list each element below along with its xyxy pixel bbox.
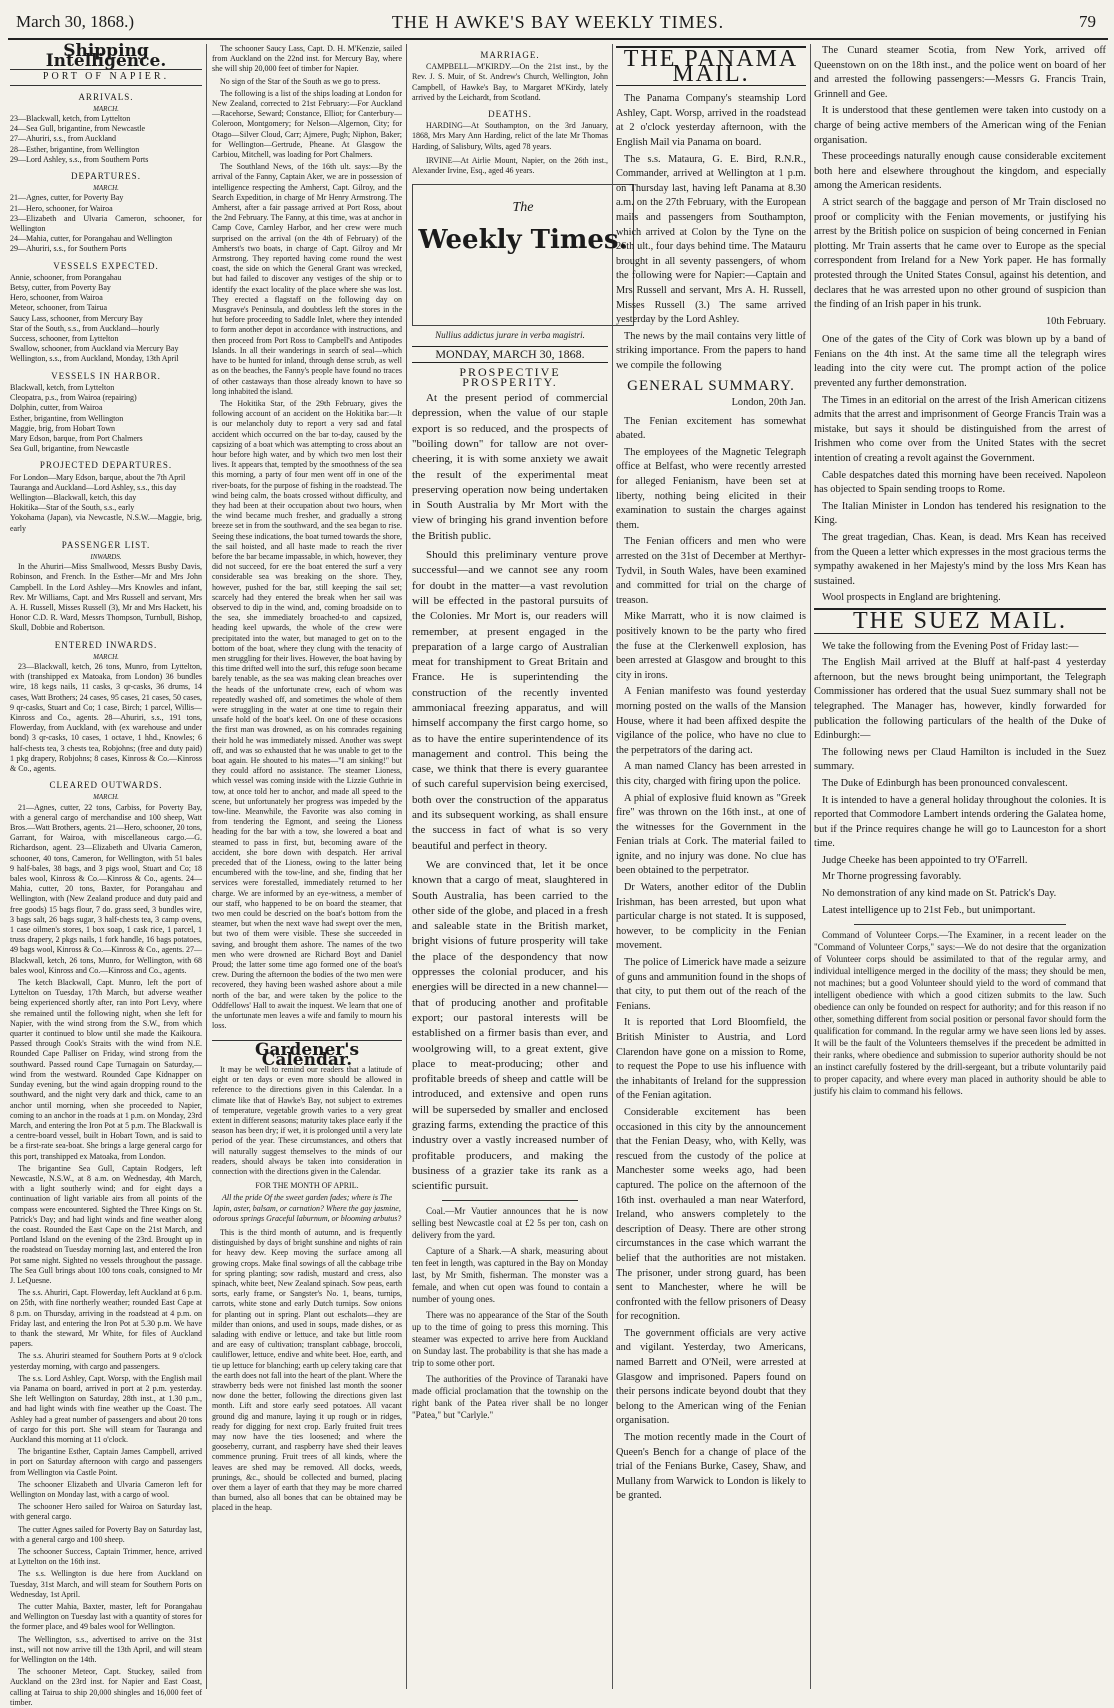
issue-date: MONDAY, MARCH 30, 1868. <box>412 346 608 362</box>
panama-paragraph: The s.s. Mataura, G. E. Bird, R.N.R., Commander, arrived at Wellington at 1 p.m. on Thursday last, having left Panama at 8.30 a.m. on the 27th February, with the European mails and passengers from Southampton, which arrived at Colon by the Tyne on the 26th ult., four days behind time. The Matauru brought in all seventy passengers, of whom the following were for Napier:—Captain and Mrs Russell and servant, Mrs A. H. Russell, Misses Russell (3.) The same arrived yesterday by the Lord Ashley. <box>616 153 806 326</box>
panama-mail-heading: THE PANAMA MAIL. <box>616 46 806 86</box>
departure-entry: 29—Ahuriri, s.s., for Southern Ports <box>10 244 127 254</box>
expected-entry: Swallow, schooner, from Auckland via Mercury Bay <box>10 344 179 354</box>
header-page-number: 79 <box>1079 12 1096 31</box>
editorial-paragraph: We are convinced that, let it be once known that a cargo of meat, slaughtered in South Australia, has been carried to the other side of the globe, and placed in a fresh and saleable state in the British market, bright visions of future prosperity will take the place of the despondency that now oppresses the colonial producer, and his energies will be directed in a new channel—that of producing another and profitable export; our pastoral interests will be established on a firmer basis than ever, and woolgrowing will, to a great extent, give place to meat-producing; other and profitable breeds of sheep and cattle will be introduced, and extensive and open runs will be superseded by smaller and enclosed grazing farms, extending the practice of this industry over a vastly increased number of profitable producers, and making the business of a grazier take its rank as a scientific pursuit. <box>412 858 608 1193</box>
shipping-paragraph: The cutter Agnes sailed for Poverty Bay on Saturday last, with a general cargo and 100 sheep. <box>10 1524 202 1544</box>
shipping-paragraph: The schooner Elizabeth and Ulvaria Cameron left for Wellington on Monday last, with a cargo of wool. <box>10 1479 202 1500</box>
expected-heading: VESSELS EXPECTED. <box>53 260 159 271</box>
header-title: THE H AWKE'S BAY WEEKLY TIMES. <box>391 12 725 32</box>
local-paragraph: The authorities of the Province of Taranaki have made official proclamation that the township on the right bank of the Patea river shall be no longer "Patea," but "Carlyle." <box>412 1374 608 1421</box>
suez-paragraph: Judge Cheeke has been appointed to try O'Farrell. <box>822 854 1028 866</box>
suez-paragraph: No demonstration of any kind made on St. Patrick's Day. <box>822 888 1057 900</box>
suez-paragraph: Latest intelligence up to 21st Feb., but unimportant. <box>822 904 1036 916</box>
general-summary-heading: GENERAL SUMMARY. <box>627 378 795 395</box>
summary-paragraph: A phial of explosive fluid known as "Greek fire" was thrown on the 16th inst., at one of the witnesses for the Government in the Fenian trials at Cork. The material failed to ignite, and no injury was done. No clue has been obtained to the perpetrator. <box>616 792 806 877</box>
shipping-paragraph: The s.s. Ahuriri steamed for Southern Ports at 9 o'clock yesterday morning, with cargo and passengers. <box>10 1351 202 1371</box>
port-heading: PORT OF NAPIER. <box>10 69 202 85</box>
column-editorial <box>412 44 628 1692</box>
divider <box>854 924 1066 925</box>
marriage-heading: MARRIAGE. <box>480 50 540 60</box>
expected-entry: Hero, schooner, from Wairoa <box>10 293 103 303</box>
summary-paragraph: Cable despatches dated this morning have been received. Napoleon has objected to Spain sending troops to Rome. <box>814 469 1106 496</box>
summary-paragraph: It is reported that Lord Bloomfield, the British Minister to Austria, and Lord Clarendon have gone on a mission to Rome, to request the Pope to use his influence with the inhabitants of Ireland for the suppression of the Fenian agitation. <box>616 1017 806 1102</box>
passenger-heading: PASSENGER LIST. <box>61 539 151 550</box>
panama-paragraph: The Panama Company's steamship Lord Ashley, Capt. Worsp, arrived in the roadstead at 2 o'clock yesterday afternoon, with the English Mail via Panama on board. <box>616 93 806 148</box>
arrival-entry: 27—Ahuriri, s.s., from Auckland <box>10 134 116 144</box>
death-notice: HARDING—At Southampton, on the 3rd January, 1868, Mrs Mary Ann Harding, relict of the late Mr Thomas Harding, of Salisbury, Wilts, aged 78 years. <box>412 121 608 151</box>
projected-entry: Yokohama (Japan), via Newcastle, N.S.W.—Maggie, brig, early <box>10 513 202 533</box>
news-paragraph: The following is a list of the ships loading at London for New Zealand, corrected to 21st February:—For Auckland—Racehorse, Seward; Constance, Elliot; for Canterbury—Coleroon, Montgomery; for Nelson—Algernon, City; for Otago—Silver Cloud, Carr; Ajmere, Pugh; Niphon, Baker; for Wellington—Gertrude, Pheane. At Glasgow the Carbiou, Mitchell, was loading for Port Chalmers. <box>212 88 402 160</box>
departure-entry: 21—Agnes, cutter, for Poverty Bay <box>10 193 124 203</box>
harbor-entry: Esther, brigantine, from Wellington <box>10 413 124 423</box>
projected-entry: Hokitika—Star of the South, s.s., early <box>10 503 135 513</box>
harbor-entry: Maggie, brig, from Hobart Town <box>10 423 116 433</box>
calendar-month-heading: FOR THE MONTH OF APRIL. <box>255 1181 359 1191</box>
arrival-entry: 29—Lord Ashley, s.s., from Southern Ports <box>10 154 149 164</box>
column-divider <box>206 44 207 1689</box>
arrivals-heading: ARRIVALS. <box>78 91 134 102</box>
summary-paragraph: The motion recently made in the Court of Queen's Bench for a change of place of the trial of the Fenians Burke, Casey, Shaw, and Mullany from Warwick to London is likely to be granted. <box>616 1432 806 1502</box>
shipping-paragraph: The s.s. Wellington is due here from Auckland on Tuesday, 31st March, and will steam for Southern Ports on Wednesday, 1st April. <box>10 1569 202 1599</box>
suez-mail-heading: THE SUEZ MAIL. <box>814 608 1106 634</box>
arrival-entry: 28—Esther, brigantine, from Wellington <box>10 144 140 154</box>
projected-heading: PROJECTED DEPARTURES. <box>39 460 173 471</box>
calendar-paragraph: This is the third month of autumn, and is frequently distinguished by days of bright sunshine and nights of rain for heavy dew. Keep moving the surface among all growing crops. Make final sowings of all the cabbage tribe for spring planting; sow radish, mustard and cress, also spinach, white beet, New Zealand spinach. Sow peas, earth sorts, early frame, or Sangster's No. 1, beans, turnips, carrots, white stone and early Dutch turnips. Sow onions for planting out in spring. Plant out eschalots—they are milder than onions, and used in soups, made dishes, or as salading with endive or lettuce, and take but little room and are easy of cultivation; transplant cabbage, broccoli, cauliflower, lettuce, endive and white beet. Hoe, earth, and tie up lettuce for blanching; earth up celery taking care that the earth does not fall into the heart of the plant. Where the strawberry beds were not finished last month the sooner now done the better, following the directions given last month. Lift and store early seed potatoes. All vacant ground dig and manure, laying it up rough or in ridges, ready for digging for next crop. Early fruited fruit trees may now have the ties loosened; and where the gooseberry, currant, and raspberry have shed their leaves commence pruning. Fruit trees of all kinds, where the leaves are shed may be removed. All docks, weeds, prunings, &c., should be collected and burned, placing over them a layer of earth that they may be more charred than burned, also all bones that can be obtained may be placed in the heap. <box>212 1227 402 1513</box>
panama-paragraph: The news by the mail contains very little of striking importance. From the papers to hand we compile the following <box>616 330 806 371</box>
projected-entry: For London—Mary Edson, barque, about the 7th April <box>10 472 186 482</box>
header-date: March 30, 1868.) <box>16 12 135 31</box>
month-label: MARCH. <box>93 652 119 661</box>
arrival-entry: 23—Blackwall, ketch, from Lyttelton <box>10 114 131 124</box>
expected-entry: Success, schooner, from Lyttelton <box>10 334 119 344</box>
editorial-heading: PROSPECTIVE PROSPERITY. <box>459 364 561 389</box>
suez-paragraph: Mr Thorne progressing favorably. <box>822 871 962 883</box>
shipping-paragraph: The brigantine Esther, Captain James Campbell, arrived in port on Saturday afternoon with cargo and passengers from Wellington via Castle Point. <box>10 1447 202 1477</box>
cleared-heading: CLEARED OUTWARDS. <box>49 780 163 791</box>
divider <box>442 1200 578 1201</box>
entered-heading: ENTERED INWARDS. <box>54 639 158 650</box>
editorial-body <box>412 391 608 1194</box>
column-news-calendar <box>212 44 402 1692</box>
volunteer-paragraph: Command of Volunteer Corps.—The Examiner, in a recent leader on the "Command of Volunteer Corps," says:—We do not desire that the organization of Volunteer corps should be assimilated to that of the regular army, and individual intelligence merged in the docility of the mass; they should be men, not machines; but a good Volunteer should yield to the word of command that intelligent obedience with which a good citizen submits to the law. Such obedience can only be founded on respect for authority; and for this reason if no other, something different from social position or personal favor should form the qualification for command. In the regular army we have seen lions led by asses. It will be the fault of the Volunteers themselves if the precedent be admitted in their ranks, where obedience and submission to superior authority should be not an instinct carefully fostered by the drill-sergeant, but a tribute voluntarily paid to proper capacity, and where every man placed in authority should be able to justify his claim to command his fellows. <box>814 930 1106 1097</box>
column-shipping <box>10 41 202 1707</box>
summary-dateline: London, 20th Jan. <box>731 397 806 409</box>
local-paragraph: There was no appearance of the Star of the South up to the time of going to press this morning. This steamer was expected to arrive here from Auckland on Sunday last. The probability is that she has made a trip to some other port. <box>412 1310 608 1369</box>
summary-paragraph: The Fenian officers and men who were arrested on the 31st of December at Merthyr-Tydvil, in South Wales, have been examined and committed for trial on the charge of treason. <box>616 536 806 606</box>
column-panama-mail <box>616 44 806 1692</box>
summary-paragraph: Considerable excitement has been occasioned in this city by the announcement that the Fenian Deasy, who, with Kelly, was rescued from the custody of the police at Manchester some weeks ago, had been captured. The police on the afternoon of the 16th inst. overhauled a man near Waterford, Ireland, who answers completely to the description of Deasy. There are other strong circumstances in the case which warrant the belief that the authorities are not mistaken. The prisoner, under strong guard, has been sent to Manchester, where he will be confronted with the fellow prisoners of Deasy for recognition. <box>616 1106 806 1323</box>
expected-entry: Betsy, cutter, from Poverty Bay <box>10 283 111 293</box>
summary-paragraph: Wool prospects in England are brightening. <box>822 592 1001 604</box>
summary-paragraph: Mike Marratt, who it is now claimed is positively known to be the party who fired the fuse at the Clerkenwell explosion, has been arrested at Glasgow and brought to this city in irons. <box>616 611 806 681</box>
shipping-paragraph: The schooner Success, Captain Trimmer, hence, arrived at Lyttelton on the 16th inst. <box>10 1547 202 1567</box>
harbor-entry: Cleopatra, p.s., from Wairoa (repairing) <box>10 393 137 403</box>
shipping-paragraph: The ketch Blackwall, Capt. Munro, left the port of Lyttelton on Tuesday, 17th March, but adverse weather being experienced shortly after, ran into Port Levy, where she remained until the following night, when she left for Napier, with the wind strong from the S.W., from which quarter it continued to blow until she made the Kaikoura. Passed through Cook's Straits with the wind from N.E. Rounded Cape Palliser on Friday, wind strong from the southward. Passed round Cape Turnagain on Saturday,—wind from the westward. Rounded Cape Kidnapper on Sunday evening, but the wind again dropping round to the southward, and the night very dark and thick, came to an anchor until morning, when she proceeded to Napier, coming to an anchor in the roads at 1 p.m. on Monday, 23rd March, and entering the Iron Pot at 5 p.m. The Blackwall is a centre-board vessel, built in Hobart Town, and is said to be a first-rate sea-boat. She brings a large general cargo for this port, transhipped ex Matoaka, from London. <box>10 978 202 1161</box>
summary-paragraph: The great tragedian, Chas. Kean, is dead. Mrs Kean has received from the Queen a letter which expresses in the most gracious terms the sympathy awakened in her Majesty's mind by the loss Mrs Kean has sustained. <box>814 532 1106 587</box>
section-title-gardeners-calendar: Gardener's Calendar. <box>212 1040 402 1065</box>
local-paragraph: Capture of a Shark.—A shark, measuring about ten feet in length, was captured in the Bay on Monday last, by Mr Smith, fisherman. The monster was a female, and when cut open was found to contain a number of young ones. <box>412 1246 608 1305</box>
summary-paragraph: These proceedings naturally enough cause considerable excitement both here and elsewhere throughout the kingdom, and especially among the American residents. <box>814 151 1106 192</box>
suez-paragraph: The following news per Claud Hamilton is included in the Suez summary. <box>814 746 1106 773</box>
shipping-paragraph: The schooner Meteor, Capt. Stuckey, sailed from Auckland on the 23rd inst. for Napier and East Coast, calling at Tairua to ship 20,000 shingles and 16,000 feet of timber. <box>10 1667 202 1707</box>
summary-paragraph: The Cunard steamer Scotia, from New York, arrived off Queenstown on on the 18th inst., and the police went on board of her and arrested the following passengers:—Messrs G. Francis Train, Grinnell and Gee. <box>814 45 1106 100</box>
news-paragraph: The Southland News, of the 16th ult. says:—By the arrival of the Fanny, Captain Aker, we are in possession of intelligence respecting the Amherst, Capt. Gilroy, and the Search Expedition, in charge of Mr Henry Armstrong. The Amherst, after a fair passage arrived at Port Ross, about the 2nd February. The Fanny, at this time, was at anchor in Camp Cove, Carnley Harbor, and her crew were much surprised on the arrival (on the 4th of February) of the Amherst's two boats, in charge of Capt. Gilroy and Mr Armstrong. They reported having come round the west coast, the side on which the General Grant was wrecked, but had failed to discover any vestiges of the ship or to identify the exact locality of the place where she was lost. They erected a flagstaff on the following day on Musgrave's Peninsula, and doubtless left the stores in the hut before proceeding to Saddle Inlet, where they intended to form another depot in accordance with instructions, and then proceed from Port Ross to Campbell's and Antipodes Islands. In all their wanderings in search of seal—which have to be hunted for inland, through dense scrub, as well as on the beaches, the Fanny's people have found no traces of other castaways than those already known to have so long inhabited the island. <box>212 162 402 396</box>
marriage-notice: CAMPBELL—M'KIRDY.—On the 21st inst., by the Rev. J. S. Muir, of St. Andrew's Church, Wellington, John Campbell, of Hawke's Bay, to Margaret M'Kirdy, lately arrived by the Leichardt, from Scotland. <box>412 62 608 102</box>
summary-paragraph: The Italian Minister in London has tendered his resignation to the King. <box>814 500 1106 527</box>
expected-entry: Star of the South, s.s., from Auckland—hourly <box>10 323 160 333</box>
page-header <box>8 4 1108 40</box>
summary-paragraph: The Fenian excitement has somewhat abated. <box>616 415 806 442</box>
local-paragraph: Coal.—Mr Vautier announces that he is now selling best Newcastle coal at £2 5s per ton, cash on delivery from the yard. <box>412 1206 608 1241</box>
expected-entry: Wellington, s.s., from Auckland, Monday, 13th April <box>10 354 179 364</box>
shipping-paragraph: The Wellington, s.s., advertised to arrive on the 31st inst., will not now arrive till the 13th April, and will steam for Wellington on the 14th. <box>10 1634 202 1665</box>
cleared-list: 21—Agnes, cutter, 22 tons, Carbiss, for Poverty Bay, with a general cargo of merchandise and 100 sheep, Watt Bros.—Watt Brothers, agents. 21—Hero, schooner, 20 tons, Garrant, for Wairoa, with miscellaneous cargo.—G. Richardson, agent. 23—Elizabeth and Ulvaria Cameron, schooner, 40 tons, Cameron, for Wellington, with 51 bales 9 half-bales, 38 bags, and 3 pigs wool, Stuart and Co; 18 bales wool, Kinross & Co.—Kinross & Co., agents. 24—Mahia, cutter, 20 tons, Baxter, for Porangahau and Wellington, with (New Zealand produce and duty paid and free goods) 15 bags flour, 7 do. grass seed, 3 bundles wire, 3 bags salt, 26 bags sugar, 3 half-chests tea, 3 camp ovens, 1 case oilmen's stores, 1 box soap, 1 cask rice, 1 parcel, 1 truss drapery, 2 pkgs nails, 1 fork handle, 16 bags potatoes, 49 bags wool, Kinross & Co.—Kinross & Co., agents. 27—Blackwall, ketch, 26 tons, Munro, for Wellington, with 68 bales wool, Kinross and Co.—Kinross and Co., agents. <box>10 802 202 975</box>
calendar-poem: All the pride Of the sweet garden fades; where is The lapin, aster, balsam, or carnation? Where the gay jasmine, odorous springs Graceful laburnum, or blooming arbutus? <box>212 1193 402 1223</box>
editorial-paragraph: At the present period of commercial depression, when the value of our staple export is so reduced, and the prospects of "boiling down" for tallow are not over-cheering, it is with some anxiety we await the result of the experimental meat preserving operation now being undertaken in South Australia by Mr Mort with the view of bringing his grand invention before the British public. <box>412 392 608 542</box>
news-paragraph: No sign of the Star of the South as we go to press. <box>220 76 381 86</box>
masthead-title: Weekly Times. <box>418 225 628 256</box>
harbor-entry: Mary Edson, barque, from Port Chalmers <box>10 433 143 443</box>
harbor-entry: Dolphin, cutter, from Wairoa <box>10 403 103 413</box>
masthead-emblem <box>412 184 634 326</box>
news-paragraph: The schooner Saucy Lass, Capt. D. H. M'Kenzie, sailed from Auckland on the 22nd inst. for Mercury Bay, where she will ship 20,000 feet of timber for Napier. <box>212 44 402 74</box>
projected-entry: Wellington—Blackwall, ketch, this day <box>10 492 137 502</box>
passenger-list: In the Ahuriri—Miss Smallwood, Messrs Busby Davis, Robinson, and French. In the Esther—Mr and Mrs John Campbell. In the Lord Ashley—Mrs Knowles and infant, Rev. Mr Williams, Capt. and Mrs Russell and servant, Mrs A. H. Russell, Misses Russell (3), Mr and Mrs Hackett, his Honor C.D. R. Ward, Messrs Thompson, Turnbull, Bishop, Skull, Dobbie and Robertson. <box>10 562 202 633</box>
summary-paragraph: The employees of the Magnetic Telegraph office at Belfast, who were recently arrested for alleged Fenianism, have been set at liberty, nothing being elicited in their examination to sustain the charges against them. <box>616 446 806 531</box>
harbor-heading: VESSELS IN HARBOR. <box>51 370 161 381</box>
departure-entry: 21—Hero, schooner, for Wairoa <box>10 203 113 213</box>
column-suez-mail <box>814 44 1106 1692</box>
month-label: MARCH. <box>93 104 119 113</box>
local-news <box>412 1205 608 1421</box>
expected-entry: Saucy Lass, schooner, from Mercury Bay <box>10 313 143 323</box>
shipping-paragraph: The brigantine Sea Gull, Captain Rodgers, left Newcastle, N.S.W., at 8 a.m. on Wednesday, 4th March, with a light southerly wind; and for eight days a continuation of light variable airs from all points of the compass were encountered. Sighted the Three Kings on St. Patrick's Day; and had light winds and fine weather along the coast. Rounded the East Cape on the 21st March, and Portland Island on the evening of the 23rd. Brought up in the roadstead on Tuesday morning last, and entered the Iron Pot same night. Sighted no vessels throughout the passage. The Sea Gull brings about 100 tons coals, consigned to Mr J. LeQuesne. <box>10 1163 202 1285</box>
departure-entry: 24—Mahia, cutter, for Porangahau and Wellington <box>10 234 173 244</box>
expected-entry: Annie, schooner, from Porangahau <box>10 272 122 282</box>
entered-list: 23—Blackwall, ketch, 26 tons, Munro, from Lyttelton, with (transhipped ex Matoaka, from London) 36 bundles wire, 18 kegs nails, 11 casks, 3 qr-casks, 36 drums, 14 cases, Watt Brothers; 24 cases, 95 cases, 21 cases, 50 cases, 9 qr-casks, Stuart and Co; 1 case, Birch; 1 parcel, Willis—Kinross and Co., agents. 28—Ahuriri, s.s., 191 tons, Flowerday, from Auckland, with (ex warehouse and under bond) 3 qr-casks, 10 cases, 1 octave, 1 hhd., Knowles; 6 half-chests tea, 3 chests tea, Robjohns; (free and duty paid) 1 pkg drapery, Robjohns; 8 cases, Kinross & Co.—Kinross & Co., agents. <box>10 661 202 773</box>
arrival-entry: 24—Sea Gull, brigantine, from Newcastle <box>10 124 146 134</box>
suez-paragraph: We take the following from the Evening Post of Friday last:— <box>822 640 1079 652</box>
departures-heading: DEPARTURES. <box>71 171 141 182</box>
masthead-the: The <box>512 200 534 216</box>
summary-paragraph: It is understood that these gentlemen were taken into custody on a charge of being active members of the American wing of the Fenian organisation. <box>814 105 1106 146</box>
deaths-heading: DEATHS. <box>488 109 532 120</box>
calendar-paragraph: It may be well to remind our readers that a latitude of eight or ten days or even more should be allowed in reference to the directions given in this Calendar. In a climate like that of Hawke's Bay, not subject to extremes of temperature, vegetable growth varies to a very great extent in different seasons; maturity takes place early if the season has been dry; if wet, it is prolonged until a very late period of the year. These circumstances, and others that will naturally suggest themselves to the minds of our readers, should always be taken into consideration in connection with the directions given in the Calendar. <box>212 1064 402 1176</box>
editorial-paragraph: Should this preliminary venture prove successful—and we cannot see any room for doubt in the matter—a vast revolution will be effected in the pastoral pursuits of the Colonies. Mr Mort is, our readers will remember, at present engaged in the preparation of a large cargo of Australian meat for transhipment to Great Britain and France. He is superintending the construction of the recently invented ammoniacal freezing apparatus, and will himself accompany the first cargo home, so as to have the entire superintendence of its management and control. This being the case, we think that there is every guarantee of such careful supervision being exercised, both over the construction of the apparatus and its subsequent working, as shall ensure the success in fact of what is so very beautiful and perfect in theory. <box>412 549 608 852</box>
summary-paragraph: Dr Waters, another editor of the Dublin Irishman, has been arrested, but upon what particular charge is not stated. It is supposed, however, to be complicity in the Fenian movement. <box>616 882 806 952</box>
suez-paragraph: The Duke of Edinburgh has been pronounced convalescent. <box>822 777 1068 789</box>
summary-paragraph: The Times in an editorial on the arrest of the Irish American citizens admits that the arrest and imprisonment of George Francis Train was a mistake, but says it should be distinguished from the arrest of Irishmen who come over from the United States with the secret intention of creating a revolt against the Government. <box>814 394 1106 465</box>
masthead-motto: Nullius addictus jurare in verba magistri. <box>435 330 585 341</box>
summary-paragraph: One of the gates of the City of Cork was blown up by a band of Fenians on the 4th inst. At the same time all the telegraph wires leading into the city were cut. The prompt action of the police prevented any further demonstration. <box>814 334 1106 390</box>
summary-paragraph: The police of Limerick have made a seizure of guns and ammunition found in the shops of that city, to put them out of the reach of the Fenians. <box>616 957 806 1012</box>
departure-entry: 23—Elizabeth and Ulvaria Cameron, schooner, for Wellington <box>10 213 202 234</box>
shipping-paragraph: The cutter Mahia, Baxter, master, left for Porangahau and Wellington on Tuesday last with a quantity of stores for the former place, and 49 bales wool for Wellington. <box>10 1602 202 1632</box>
projected-entry: Tauranga and Auckland—Lord Ashley, s.s., this day <box>10 482 177 492</box>
summary-paragraph: The government officials are very active and vigilant. Yesterday, two Americans, named Barrett and O'Neil, were arrested at Glasgow and imprisoned. Papers found on their persons indicate beyond doubt that they belong to the American wing of the Fenian organisation. <box>616 1327 806 1427</box>
suez-paragraph: It is intended to have a general holiday throughout the colonies. It is reported that Commodore Lambert intends ordering the Galatea home, but if the Prince requires change he will go to Launceston for a short time. <box>814 794 1106 850</box>
harbor-entry: Sea Gull, brigantine, from Newcastle <box>10 444 130 454</box>
section-title-shipping: Shipping Intelligence. <box>45 41 167 72</box>
suez-paragraph: The English Mail arrived at the Bluff at half-past 4 yesterday afternoon, but the news brought being unimportant, the Telegraph Commissioner has ordered that the usual Suez summary shall not be telegraphed. The Manager has, however, kindly forwarded for publication the following particulars of the health of the Duke of Edinburgh:— <box>814 657 1106 742</box>
expected-entry: Meteor, schooner, from Tairua <box>10 303 108 313</box>
summary-paragraph: A strict search of the baggage and person of Mr Train disclosed no proof or complicity with the Fenian movements, or justifying his arrest by the British police on suspicion of being concerned in Fenian plotting. Mr Train asserts that he came over to Europe as the special correspondent from Ireland for a New York paper. He has formally protested through the United States Consul, against his detention, and declares that he was arrested upon no other ground of suspicion than the finding of an Irish paper in his trunk. <box>814 196 1106 311</box>
summary-dateline: 10th February. <box>1046 315 1106 327</box>
summary-paragraph: A Fenian manifesto was found yesterday morning posted on the walls of the Mansion House, where it had been affixed despite the vigilance of the police, who have no clue to the perpetrators of the daring act. <box>616 686 806 756</box>
column-divider <box>810 44 811 1689</box>
harbor-entry: Blackwall, ketch, from Lyttelton <box>10 382 115 392</box>
shipping-paragraph: The s.s. Lord Ashley, Capt. Worsp, with the English mail via Panama on board, arrived in port at 2 p.m. yesterday. She left Wellington on Saturday, 28th inst., at 1.30 p.m., and had light winds with fine weather up the Coast. The Ashley had a great number of passengers and about 20 tons of cargo for this port. She will steam for Tauranga and Auckland this morning at 11 o'clock. <box>10 1373 202 1444</box>
column-divider <box>406 44 407 1689</box>
passenger-subheading: INWARDS. <box>90 552 122 561</box>
shipping-paragraph: The schooner Hero sailed for Wairoa on Saturday last, with general cargo. <box>10 1502 202 1522</box>
month-label: MARCH. <box>93 184 119 193</box>
news-paragraph: The Hokitika Star, of the 29th February, gives the following account of an accident on the Hokitika bar:—It is our melancholy duty to report a very sad and fatal accident which occurred on the bar to-day, caused by the capsizing of a boat which was attempting to cross about an hour before high water, and by which two men lost their lives. It appears that, tempted by the smoothness of the sea this morning, a party of four men went off in one of the river-boats, for the purpose of fishing in the roadstead. The wind being calm, the boats crossed without difficulty, and they had been at their occupation about two hours, when the wind became much fresher, and gradually a strong breeze set in from the southward, and the sea began to rise. Seeing these indications, the boat turned towards the shore, the sail hoisted, and all haste made to reach the river before the bar became impassable, in which, however, they did not succeed, for ere the boat entered the surf a very considerable sea was breaking on the shore. They, however, pushed for the bar, still keeping the sail set; scarcely had they entered the break when her sail was observed to dip in the wind, and, coming broadside on to the sea, she immediately broached-to and capsized, heading keel upwards, the whole of the crew were precipitated into the water, but managed to get on to the bottom of the boat, where they clung with the tenacity of men struggling for their lives. However, the boat having by this time drifted well into the surf, this refuge soon became barely tenable, as the sea was making clean breaches over the heads of the unfortunate crew, each of whom was repeatedly washed off, and sometimes the whole of them were struggling in the water at one time to regain their unsafe hold of the boat's keel. On one of these occasions the first man was drowned, as on his comrades regaining their hold he was immediately missed. Another was swept off, and was so exhausted that he was unable to get to the boat again. He shouted to his mates—"I am sinking!" but they could afford no assistance. The steamer Lioness, which vessel was coming inside with the Lizzie Guthrie in tow, at once told her to anchor, and made all speed to the scene, but unfortunately her progress was impeded by the tow-line. Meanwhile, the Favorite was also coming in from tendering the Egmont, and seeing the Lioness heading for the bar with a tow, she lowered a boat and steamed to pass in first, but, becoming aware of the accident, she bore down with despatch. Her arrival preceded that of the Lioness, owing to the latter being encumbered with the tow-line, and she, finding that her services were forestalled, immediately returned to her charge. We are informed by an eye-witness, a member of our staff, who happened to be on board the steamer, that two men could be descried on the boat's bottom from the steamer, but when the next wave had swept over the men, but two of them were visible. These she succeeded in saving, and brought them ashore. The names of the two men who were drowned are Richard Boyt and Daniel Proud; the latter some time ago formed one of the boat's crew. During the afternoon the bodies of the two men were recovered, they having been washed ashore about a mile north of the bar, and were taken by the police to the Oddfellows' Hall to await the inquest. We learn that one of the unfortunate men leaves a wife and family to mourn his loss. <box>212 398 402 1031</box>
month-label: MARCH. <box>93 793 119 802</box>
shipping-paragraph: The s.s. Ahuriri, Capt. Flowerday, left Auckland at 6 p.m. on 25th, with fine northerly weather; rounded East Cape at 8 p.m. on Thursday, arriving in the roadstead at 4 p.m. on Friday last, and entering the Iron Pot at 5.30 p.m. We have to thank the steward, Mr White, for files of Auckland papers. <box>10 1288 202 1349</box>
summary-paragraph: A man named Clancy has been arrested in this city, charged with firing upon the police. <box>616 761 806 787</box>
death-notice: IRVINE—At Airlie Mount, Napier, on the 26th inst., Alexander Irvine, Esq., aged 46 years. <box>412 155 608 176</box>
